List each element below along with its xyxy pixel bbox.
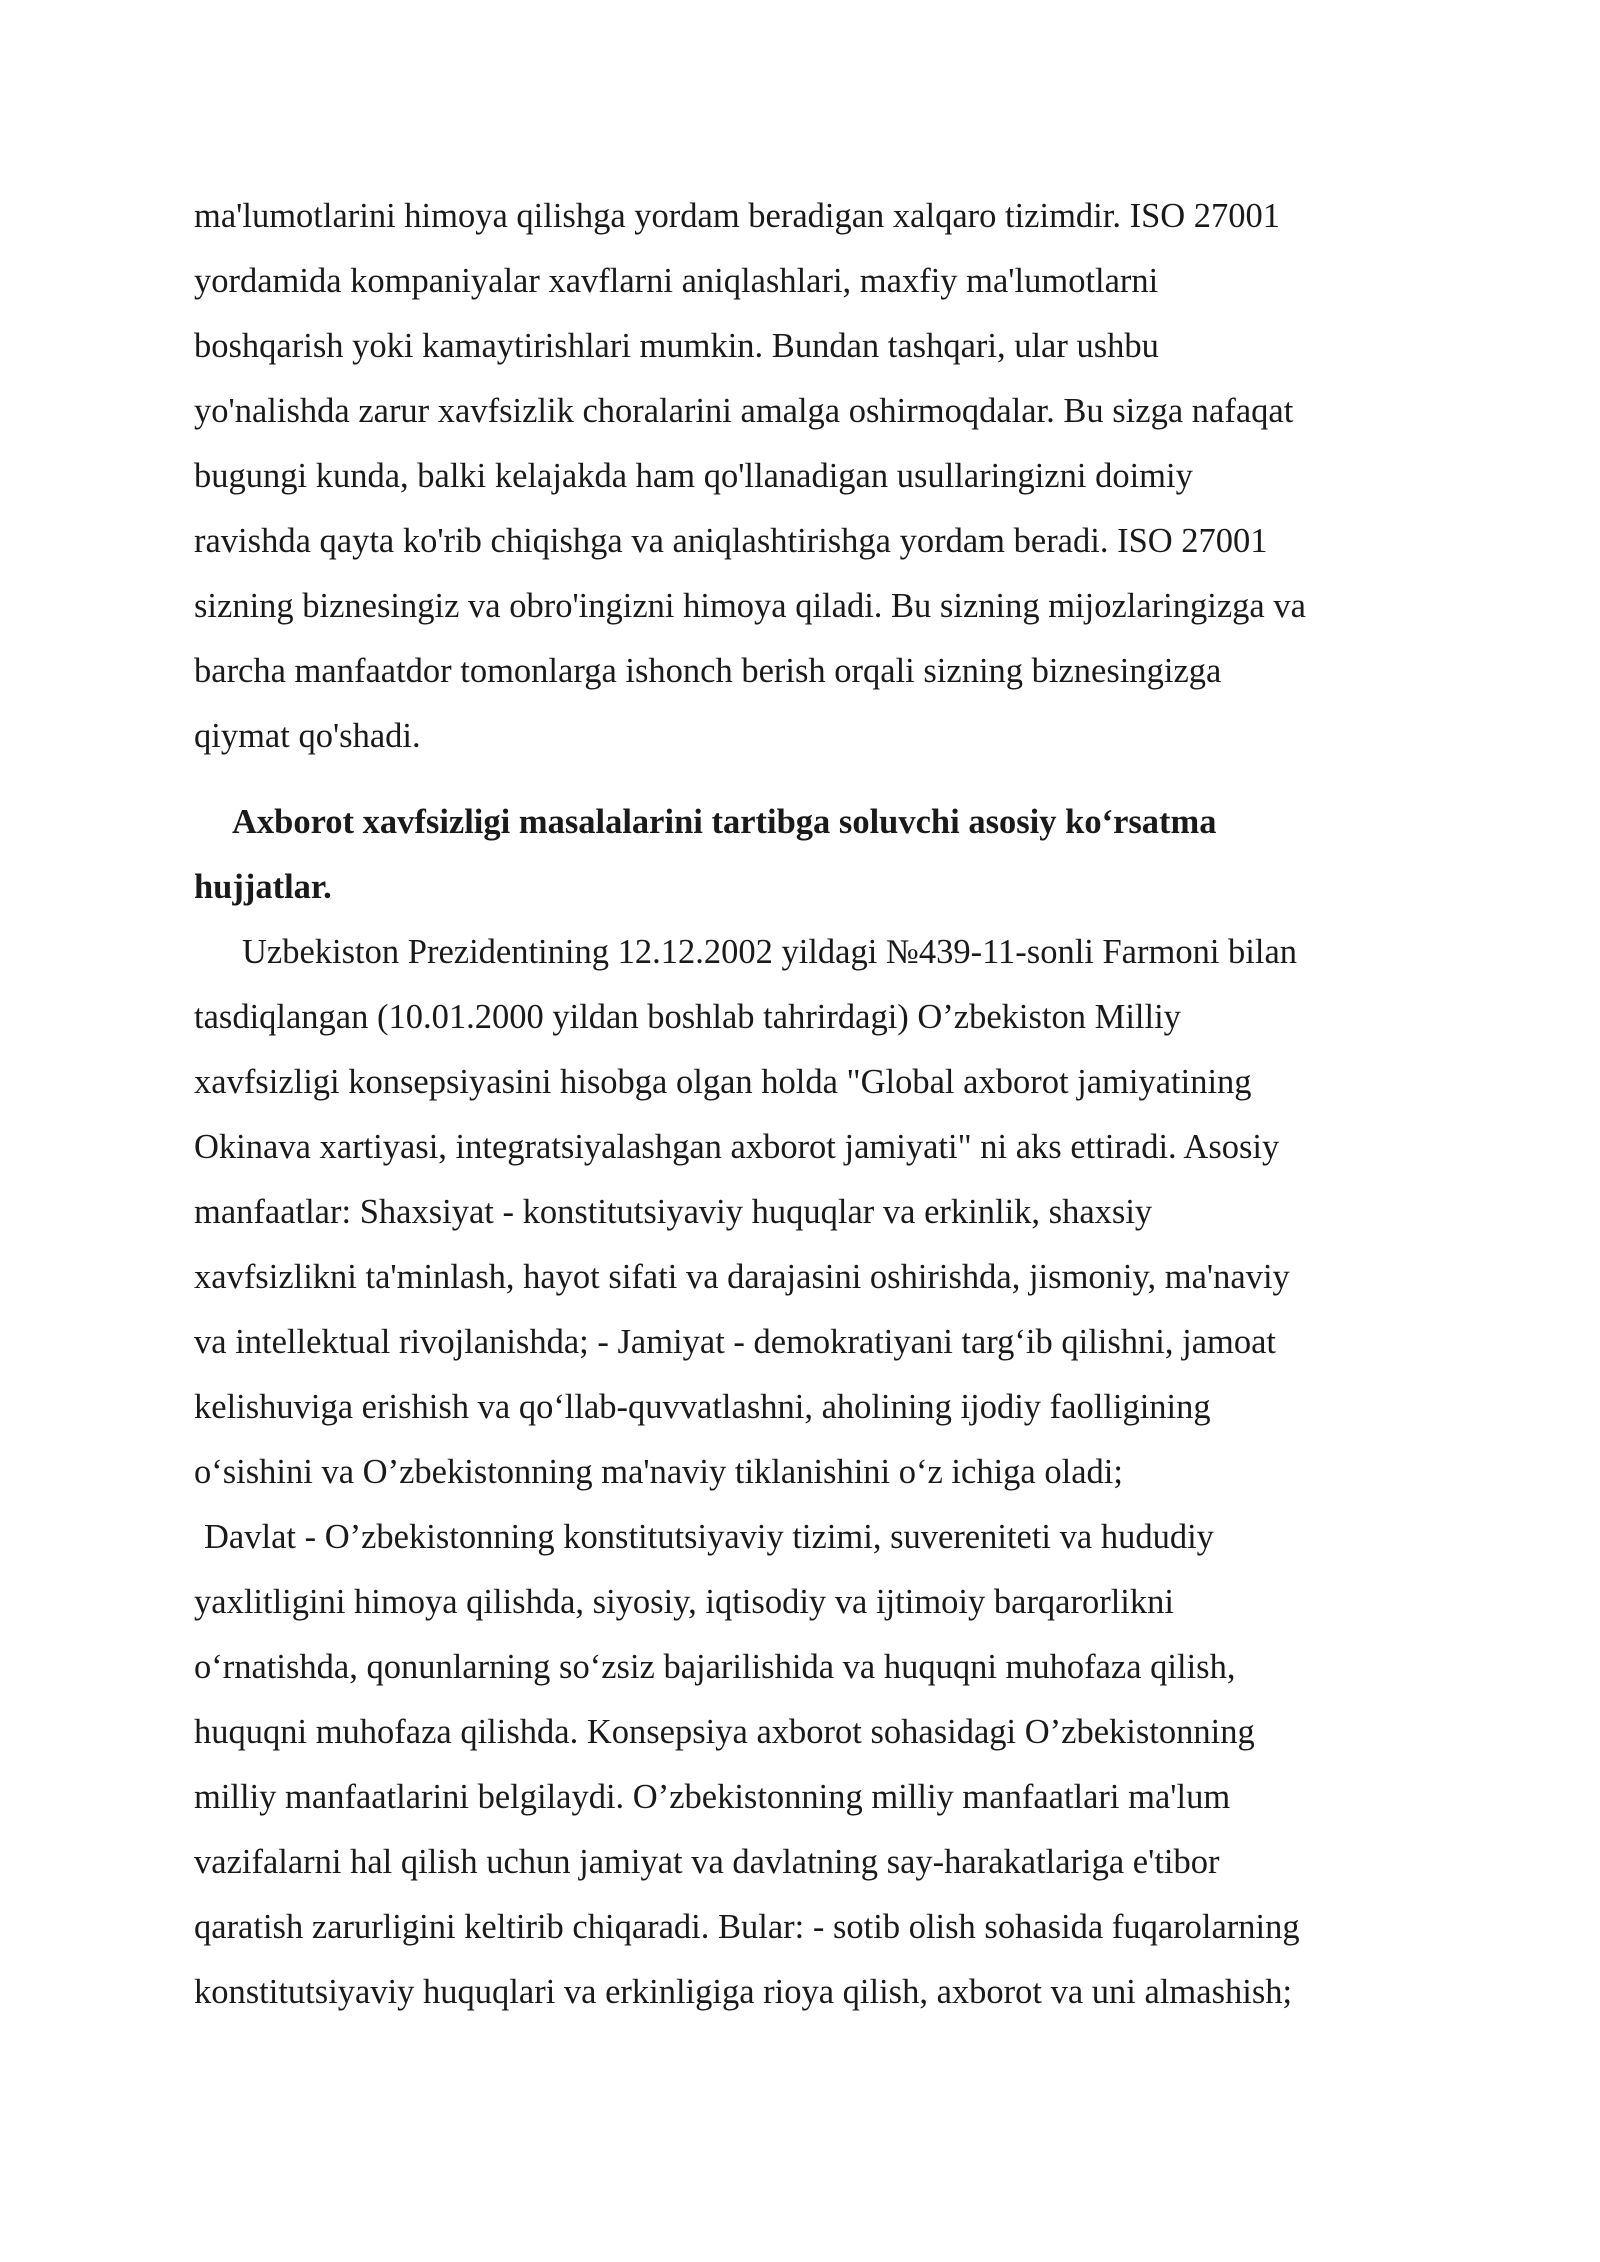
text-line: ma'lumotlarini himoya qilishga yordam beradigan xalqaro tizimdir. ISO 27001 [194, 197, 1281, 235]
heading-line: Axborot xavfsizligi masalalarini tartibga soluvchi asosiy ko‘rsatma [232, 803, 1217, 841]
text-line: sizning biznesingiz va obro'ingizni himoya qiladi. Bu sizning mijozlaringizga va [194, 587, 1306, 625]
text-line: Uzbekiston Prezidentining 12.12.2002 yildagi №439-11-sonli Farmoni bilan [242, 933, 1298, 971]
text-line: xavfsizligi konsepsiyasini hisobga olgan holda "Global axborot jamiyatining [194, 1063, 1252, 1101]
text-line: Davlat - O’zbekistonning konstitutsiyaviy tizimi, suvereniteti va hududiy [204, 1518, 1214, 1556]
text-line: qiymat qo'shadi. [194, 717, 421, 755]
text-line: Okinava xartiyasi, integratsiyalashgan axborot jamiyati" ni aks ettiradi. Asosiy [194, 1128, 1280, 1166]
text-line: barcha manfaatdor tomonlarga ishonch berish orqali sizning biznesingizga [194, 652, 1222, 690]
heading-line: hujjatlar. [194, 868, 332, 906]
text-line: vazifalarni hal qilish uchun jamiyat va davlatning say-harakatlariga e'tibor [194, 1843, 1220, 1881]
text-line: ravishda qayta ko'rib chiqishga va aniqlashtirishga yordam beradi. ISO 27001 [194, 522, 1268, 560]
paragraph-1 [194, 184, 1434, 769]
text-line: tasdiqlangan (10.01.2000 yildan boshlab tahrirdagi) O’zbekiston Milliy [194, 998, 1181, 1036]
text-line: yordamida kompaniyalar xavflarni aniqlashlari, maxfiy ma'lumotlarni [194, 262, 1159, 300]
text-line: qaratish zarurligini keltirib chiqaradi. Bular: - sotib olish sohasida fuqarolarning [194, 1908, 1300, 1946]
text-line: yo'nalishda zarur xavfsizlik choralarini amalga oshirmoqdalar. Bu sizga nafaqat [194, 392, 1294, 430]
text-line: o‘sishini va O’zbekistonning ma'naviy tiklanishini o‘z ichiga oladi; [194, 1453, 1123, 1491]
text-line: boshqarish yoki kamaytirishlari mumkin. Bundan tashqari, ular ushbu [194, 327, 1159, 365]
section-heading [194, 790, 1434, 920]
paragraph-2 [194, 920, 1434, 1505]
text-line: yaxlitligini himoya qilishda, siyosiy, iqtisodiy va ijtimoiy barqarorlikni [194, 1583, 1174, 1621]
text-line: konstitutsiyaviy huquqlari va erkinligiga rioya qilish, axborot va uni almashish; [194, 1973, 1293, 2011]
text-line: xavfsizlikni ta'minlash, hayot sifati va darajasini oshirishda, jismoniy, ma'naviy [194, 1258, 1290, 1296]
text-line: manfaatlar: Shaxsiyat - konstitutsiyaviy huquqlar va erkinlik, shaxsiy [194, 1193, 1153, 1231]
text-line: bugungi kunda, balki kelajakda ham qo'llanadigan usullaringizni doimiy [194, 457, 1193, 495]
text-line: milliy manfaatlarini belgilaydi. O’zbekistonning milliy manfaatlari ma'lum [194, 1778, 1231, 1816]
text-line: va intellektual rivojlanishda; - Jamiyat - demokratiyani targ‘ib qilishni, jamoat [194, 1323, 1277, 1361]
text-line: kelishuviga erishish va qo‘llab-quvvatlashni, aholining ijodiy faolligining [194, 1388, 1211, 1426]
paragraph-3 [194, 1505, 1434, 2025]
text-line: o‘rnatishda, qonunlarning so‘zsiz bajarilishida va huquqni muhofaza qilish, [194, 1648, 1236, 1686]
text-line: huquqni muhofaza qilishda. Konsepsiya axborot sohasidagi O’zbekistonning [194, 1713, 1255, 1751]
